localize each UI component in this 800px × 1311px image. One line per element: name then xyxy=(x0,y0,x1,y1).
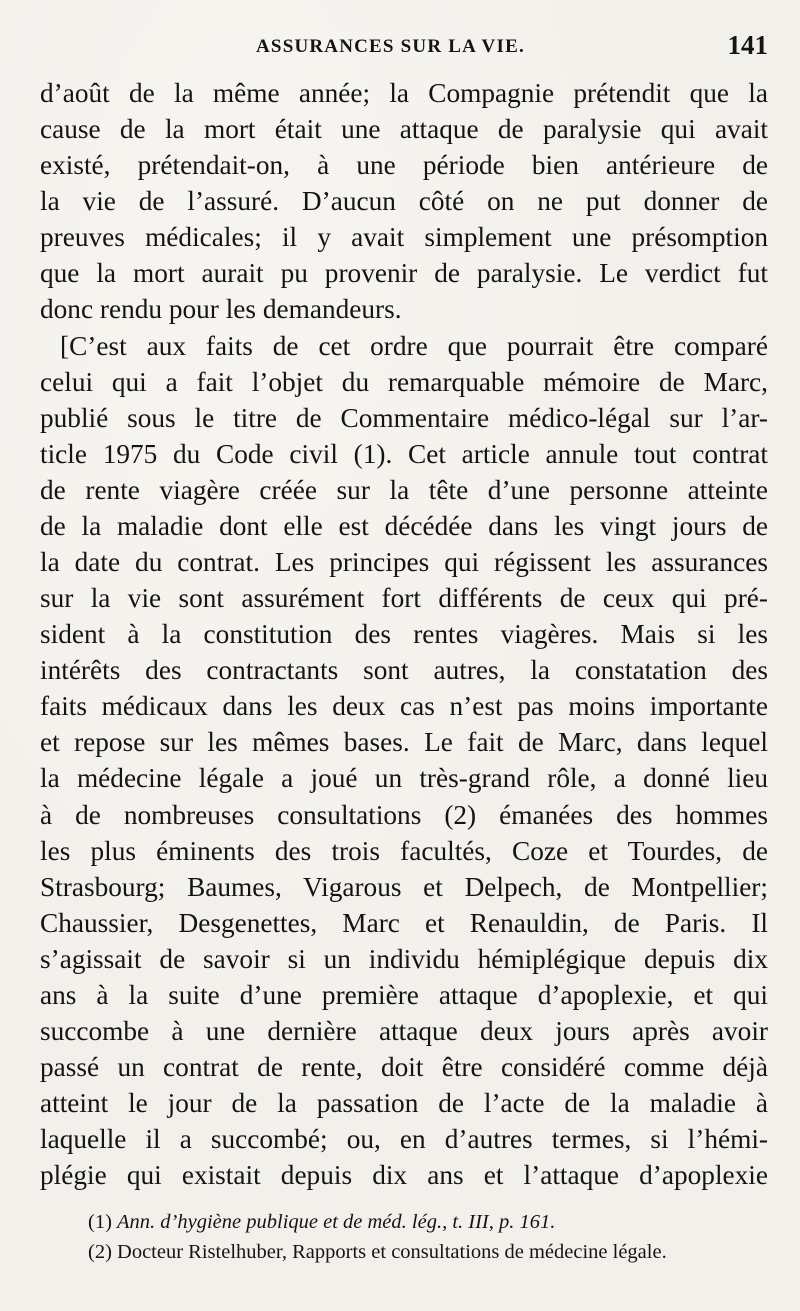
footnote xyxy=(88,1207,768,1237)
text-line: la vie de l’assuré. D’aucun côté on ne put donner de xyxy=(40,186,768,217)
page-header xyxy=(40,30,768,66)
text-line: faits médicaux dans les deux cas n’est pas moins importante xyxy=(40,691,768,722)
footnote-text: Ann. d’hygiène publique et de méd. lég., t. III, p. 161. xyxy=(117,1211,556,1233)
text-line: sur la vie sont assurément fort différents de ceux qui pré- xyxy=(40,583,768,614)
text-line: plégie qui existait depuis dix ans et l’attaque d’apoplexie xyxy=(40,1160,768,1191)
text-line: les plus éminents des trois facultés, Coze et Tourdes, de xyxy=(40,835,768,866)
text-line: celui qui a fait l’objet du remarquable mémoire de Marc, xyxy=(40,366,768,397)
text-line: intérêts des contractants sont autres, la constatation des xyxy=(40,655,768,686)
text-line: la date du contrat. Les principes qui régissent les assurances xyxy=(40,547,768,578)
body-text xyxy=(40,75,768,1193)
text-line: d’août de la même année; la Compagnie prétendit que la xyxy=(40,78,768,108)
footnotes xyxy=(88,1207,768,1267)
text-line: à de nombreuses consultations (2) émanées des hommes xyxy=(40,799,768,830)
text-line: laquelle il a succombé; ou, en d’autres termes, si l’hémi- xyxy=(40,1124,768,1155)
text-line: Chaussier, Desgenettes, Marc et Renauldin, de Paris. Il xyxy=(40,907,768,938)
text-line: de la maladie dont elle est décédée dans les vingt jours de xyxy=(40,510,768,541)
text-line: preuves médicales; il y avait simplement une présomption xyxy=(40,222,768,253)
text-line: cause de la mort était une attaque de paralysie qui avait xyxy=(40,114,768,145)
text-line: donc rendu pour les demandeurs. xyxy=(40,294,402,325)
running-head: ASSURANCES SUR LA VIE. xyxy=(256,36,525,57)
text-line: passé un contrat de rente, doit être considéré comme déjà xyxy=(40,1052,768,1083)
text-line: s’agissait de savoir si un individu hémiplégique depuis dix xyxy=(40,943,768,974)
text-line: que la mort aurait pu provenir de paralysie. Le verdict fut xyxy=(40,258,768,289)
text-line: ticle 1975 du Code civil (1). Cet article annule tout contrat xyxy=(40,438,768,469)
footnote-marker: (2) xyxy=(88,1241,112,1263)
text-line: sident à la constitution des rentes viagères. Mais si les xyxy=(40,619,768,650)
text-line: ans à la suite d’une première attaque d’apoplexie, et qui xyxy=(40,979,768,1010)
footnote-text: Docteur Ristelhuber, Rapports et consultations de médecine légale. xyxy=(117,1241,667,1263)
text-line: publié sous le titre de Commentaire médico-légal sur l’ar- xyxy=(40,402,768,433)
text-line: existé, prétendait-on, à une période bien antérieure de xyxy=(40,150,768,181)
page-number: 141 xyxy=(727,30,768,60)
footnote xyxy=(88,1237,768,1267)
footnote-marker: (1) xyxy=(88,1211,112,1233)
text-line: Strasbourg; Baumes, Vigarous et Delpech, de Montpellier; xyxy=(40,871,768,902)
text-line: succombe à une dernière attaque deux jours après avoir xyxy=(40,1016,768,1047)
text-line: la médecine légale a joué un très-grand rôle, a donné lieu xyxy=(40,763,768,794)
text-line: et repose sur les mêmes bases. Le fait de Marc, dans lequel xyxy=(40,727,768,758)
text-line: atteint le jour de la passation de l’acte de la maladie à xyxy=(40,1088,768,1119)
text-line: [C’est aux faits de cet ordre que pourrait être comparé xyxy=(60,330,768,361)
text-line: de rente viagère créée sur la tête d’une personne atteinte xyxy=(40,474,768,505)
